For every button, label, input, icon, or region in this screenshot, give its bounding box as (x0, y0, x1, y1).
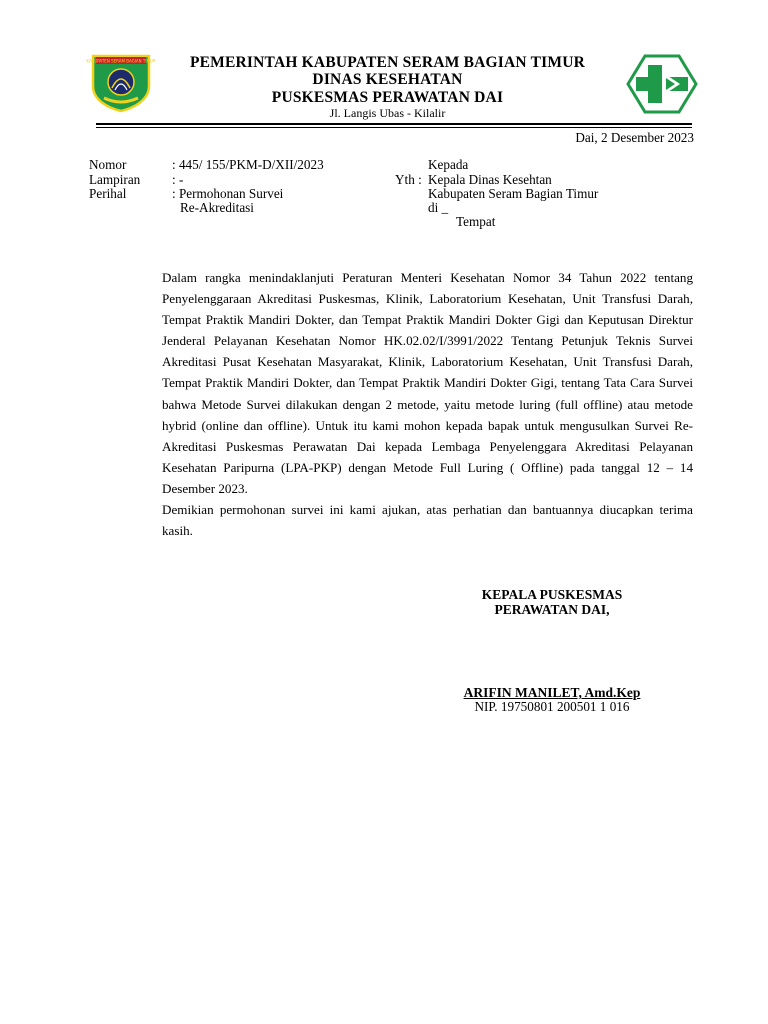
letterhead-rule-thin (96, 127, 692, 128)
signatory-nip: NIP. 19750801 200501 1 016 (474, 699, 630, 714)
letterhead-address: Jl. Langis Ubas - Kilalir (329, 106, 446, 120)
letterhead-institution: PUSKESMAS PERAWATAN DAI (271, 89, 504, 106)
letterhead-department: DINAS KESEHATAN (312, 71, 463, 88)
letter-body (162, 267, 693, 541)
perihal-value-line2: Re-Akreditasi (180, 200, 254, 215)
puskesmas-logo (626, 54, 698, 114)
recipient-yth: Yth : (395, 172, 422, 187)
lampiran-value: : - (172, 172, 184, 187)
emblem-banner-text: KABUPATEN SERAM BAGIAN TIMUR (86, 58, 156, 64)
nomor-value: : 445/ 155/PKM-D/XII/2023 (172, 157, 324, 172)
recipient-line3: di _ (428, 200, 449, 215)
nomor-label: Nomor (89, 157, 127, 172)
body-paragraph-2: Demikian permohonan survei ini kami ajukan, atas perhatian dan bantuannya diucapkan terima kasih. (162, 502, 693, 539)
signature-title-line2: PERAWATAN DAI, (494, 602, 610, 617)
letter-date: Dai, 2 Desember 2023 (575, 130, 694, 145)
recipient-line2: Kabupaten Seram Bagian Timur (428, 186, 599, 201)
letterhead-rule-thick (96, 123, 692, 125)
recipient-kepada: Kepada (428, 157, 469, 172)
lampiran-label: Lampiran (89, 172, 141, 187)
kabupaten-emblem-logo (86, 52, 156, 112)
perihal-value-line1: : Permohonan Survei (172, 186, 284, 201)
perihal-label: Perihal (89, 186, 127, 201)
letterhead-government: PEMERINTAH KABUPATEN SERAM BAGIAN TIMUR (189, 54, 586, 71)
signatory-name: ARIFIN MANILET, Amd.Kep (463, 685, 641, 700)
body-paragraph-1: Dalam rangka menindaklanjuti Peraturan Menteri Kesehatan Nomor 34 Tahun 2022 tentang Penyelenggaraan Akreditasi Puskesmas, Klinik, Laboratorium Kesehatan, Unit Transfusi Darah, Tempat Praktik Mandiri Dokter, dan Tempat Praktik Mandiri Dokter Gigi dan Keputusan Direktur Jenderal Pelayanan Kesehatan Nomor HK.02.02/I/3991/2022 Tentang Petunjuk Teknis Survei Akreditasi Pusat Kesehatan Masyarakat, Klinik, Laboratorium Kesehatan, Unit Transfusi Darah, Tempat Praktik Mandiri Dokter, dan Tempat Praktik Mandiri Dokter Gigi, tentang Tata Cara Survei bahwa Metode Survei dilakukan dengan 2 metode, yaitu metode luring (full offline) atau metode hybrid (online dan offline). Untuk itu kami mohon kepada bapak untuk mengusulkan Survei Re-Akreditasi Puskesmas Perawatan Dai kepada Lembaga Penyelenggara Akreditasi Pelayanan Kesehatan Paripurna (LPA-PKP) dengan Metode Full Luring ( Offline) pada tanggal 12 – 14 Desember 2023. (162, 270, 693, 496)
signature-title-line1: KEPALA PUSKESMAS (481, 587, 623, 602)
recipient-line1: Kepala Dinas Kesehtan (428, 172, 552, 187)
recipient-line4: Tempat (456, 214, 496, 229)
